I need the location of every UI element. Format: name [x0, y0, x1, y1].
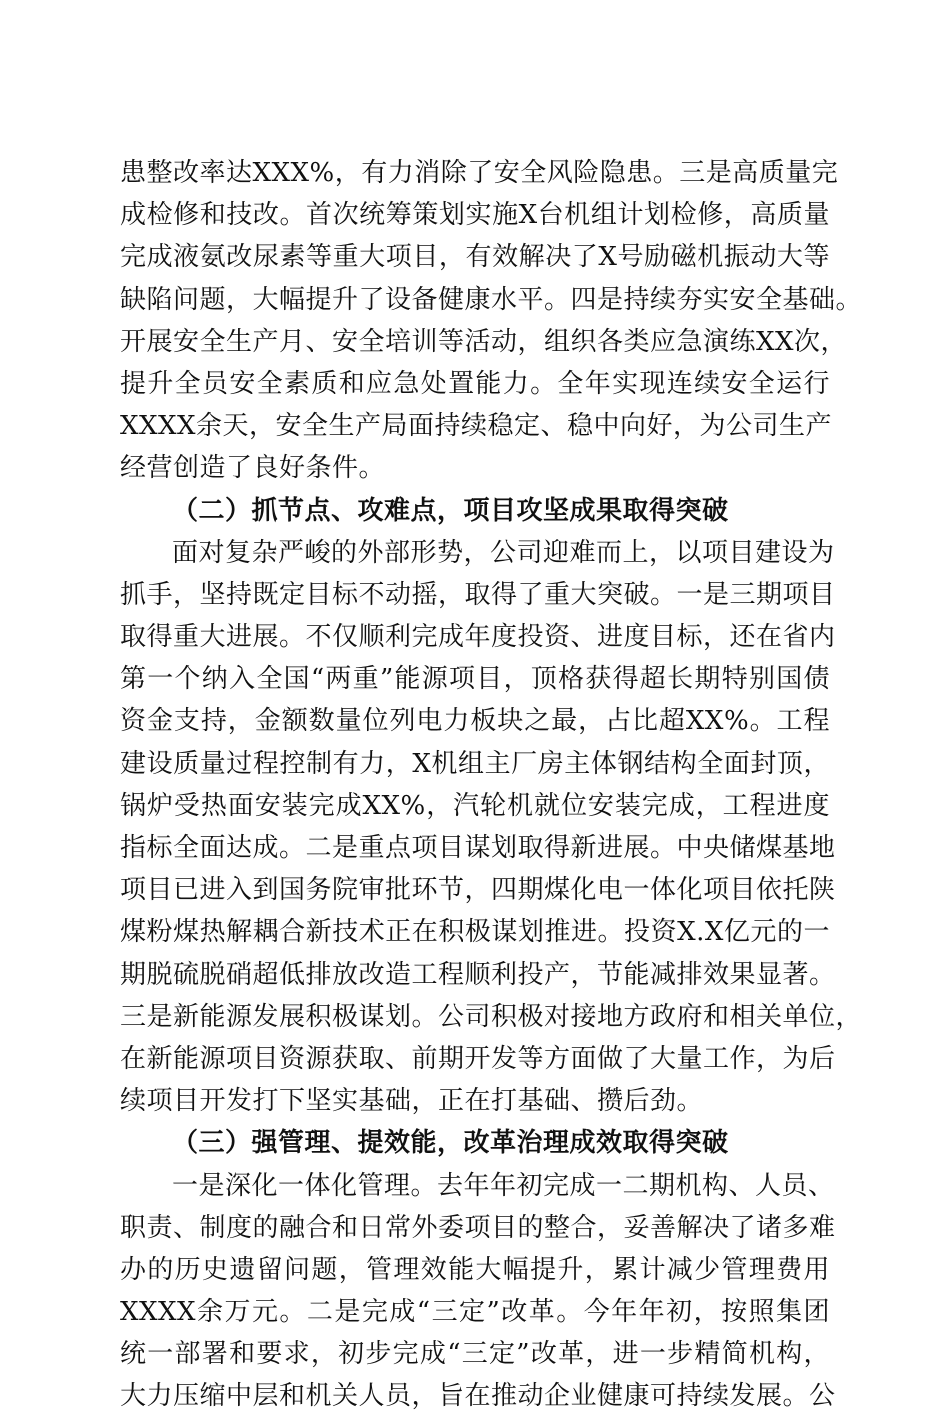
- paragraph-line: 成检修和技改。首次统筹策划实施X台机组计划检修，高质量: [120, 200, 830, 231]
- paragraph-line: 建设质量过程控制有力，X机组主厂房主体钢结构全面封顶，: [120, 748, 830, 779]
- paragraph-line: 指标全面达成。二是重点项目谋划取得新进展。中央储煤基地: [120, 833, 836, 863]
- paragraph-line: 面对复杂严峻的外部形势，公司迎难而上，以项目建设为: [172, 537, 835, 568]
- paragraph-line: 经营创造了良好条件。: [120, 453, 386, 484]
- paragraph-line: 缺陷问题，大幅提升了设备健康水平。四是持续夯实安全基础。: [120, 284, 863, 315]
- paragraph-line: 取得重大进展。不仅顺利完成年度投资、进度目标，还在省内: [120, 622, 836, 653]
- paragraph-line: 期脱硫脱硝超低排放改造工程顺利投产，节能减排效果显著。: [120, 959, 836, 990]
- paragraph-line: 提升全员安全素质和应急处置能力。全年实现连续安全运行: [120, 368, 830, 399]
- paragraph-line: 项目已进入到国务院审批环节，四期煤化电一体化项目依托陕: [120, 875, 836, 906]
- paragraph-line: XXXX余天，安全生产局面持续稳定、稳中向好，为公司生产: [120, 411, 833, 442]
- paragraph-line: 办的历史遗留问题，管理效能大幅提升，累计减少管理费用: [120, 1254, 830, 1285]
- paragraph-line: 在新能源项目资源获取、前期开发等方面做了大量工作，为后: [120, 1043, 836, 1074]
- paragraph-line: 完成液氨改尿素等重大项目，有效解决了X号励磁机振动大等: [120, 242, 830, 273]
- document-body: [120, 152, 863, 1418]
- paragraph-line: 三是新能源发展积极谋划。公司积极对接地方政府和相关单位，: [120, 1001, 863, 1032]
- paragraph-line: 一是深化一体化管理。去年年初完成一二期机构、人员、: [172, 1170, 835, 1201]
- paragraph-line: 续项目开发打下坚实基础，正在打基础、攒后劲。: [120, 1086, 704, 1117]
- paragraph-line: 第一个纳入全国“两重”能源项目，顶格获得超长期特别国债: [120, 664, 830, 695]
- paragraph-line: 开展安全生产月、安全培训等活动，组织各类应急演练XX次，: [120, 326, 848, 357]
- paragraph-line: XXXX余万元。二是完成“三定”改革。今年年初，按照集团: [120, 1297, 830, 1328]
- paragraph-line: 资金支持，金额数量位列电力板块之最，占比超XX%。工程: [120, 706, 830, 737]
- section-heading: （三）强管理、提效能，改革治理成效取得突破: [172, 1128, 729, 1159]
- paragraph-line: 大力压缩中层和机关人员，旨在推动企业健康可持续发展。公: [120, 1381, 836, 1412]
- section-heading: （二）抓节点、攻难点，项目攻坚成果取得突破: [172, 495, 729, 526]
- paragraph-line: 职责、制度的融合和日常外委项目的整合，妥善解决了诸多难: [120, 1212, 836, 1243]
- paragraph-line: 统一部署和要求，初步完成“三定”改革，进一步精简机构，: [120, 1339, 830, 1370]
- paragraph-line: 患整改率达XXX%，有力消除了安全风险隐患。三是高质量完: [120, 158, 839, 188]
- paragraph-line: 煤粉煤热解耦合新技术正在积极谋划推进。投资X.X亿元的一: [120, 917, 830, 948]
- paragraph-line: 抓手，坚持既定目标不动摇，取得了重大突破。一是三期项目: [120, 579, 836, 610]
- paragraph-line: 锅炉受热面安装完成XX%，汽轮机就位安装完成，工程进度: [120, 790, 830, 821]
